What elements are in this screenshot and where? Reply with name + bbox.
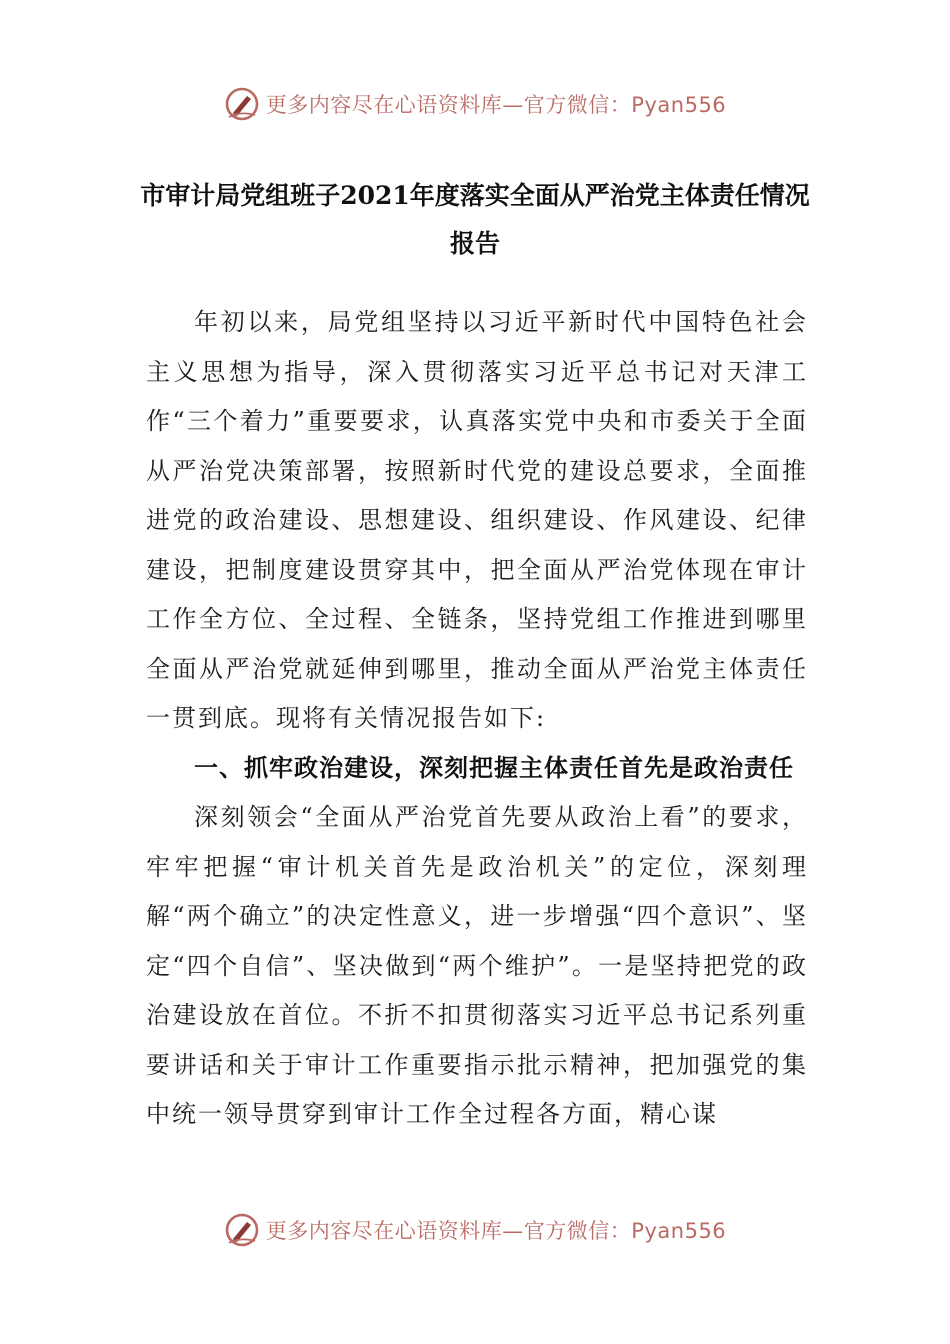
header-watermark-banner bbox=[0, 82, 950, 126]
section-1-paragraph: 深刻领会“全面从严治党首先要从政治上看”的要求，牢牢把握“审计机关首先是政治机关”的定位，深刻理解“两个确立”的决定性意义，进一步增强“四个意识”、坚定“四个自信”、坚决做到“两个维护”。一是坚持把党的政治建设放在首位。不折不扣贯彻落实习近平总书记系列重要讲话和关于审计工作重要指示批示精神，把加强党的集中统一领导贯穿到审计工作全过程各方面，精心谋 bbox=[146, 803, 808, 1128]
section-1-heading: 一、抓牢政治建设，深刻把握主体责任首先是政治责任 bbox=[194, 753, 794, 782]
intro-paragraph: 年初以来，局党组坚持以习近平新时代中国特色社会主义思想为指导，深入贯彻落实习近平总书记对天津工作“三个着力”重要要求，认真落实党中央和市委关于全面从严治党决策部署，按照新时代党的建设总要求，全面推进党的政治建设、思想建设、组织建设、作风建设、纪律建设，把制度建设贯穿其中，把全面从严治党体现在审计工作全方位、全过程、全链条，坚持党组工作推进到哪里全面从严治党就延伸到哪里，推动全面从严治党主体责任一贯到底。现将有关情况报告如下: bbox=[146, 308, 808, 732]
footer-watermark-banner bbox=[0, 1208, 950, 1252]
document-title: 市审计局党组班子2021年度落实全面从严治党主体责任情况报告 bbox=[140, 181, 810, 258]
document-body bbox=[146, 298, 808, 1140]
pen-logo-icon bbox=[224, 86, 260, 122]
pen-logo-icon bbox=[224, 1212, 260, 1248]
watermark-text: 更多内容尽在心语资料库—官方微信：Pyan556 bbox=[265, 1219, 727, 1243]
watermark-text: 更多内容尽在心语资料库—官方微信：Pyan556 bbox=[265, 93, 727, 117]
